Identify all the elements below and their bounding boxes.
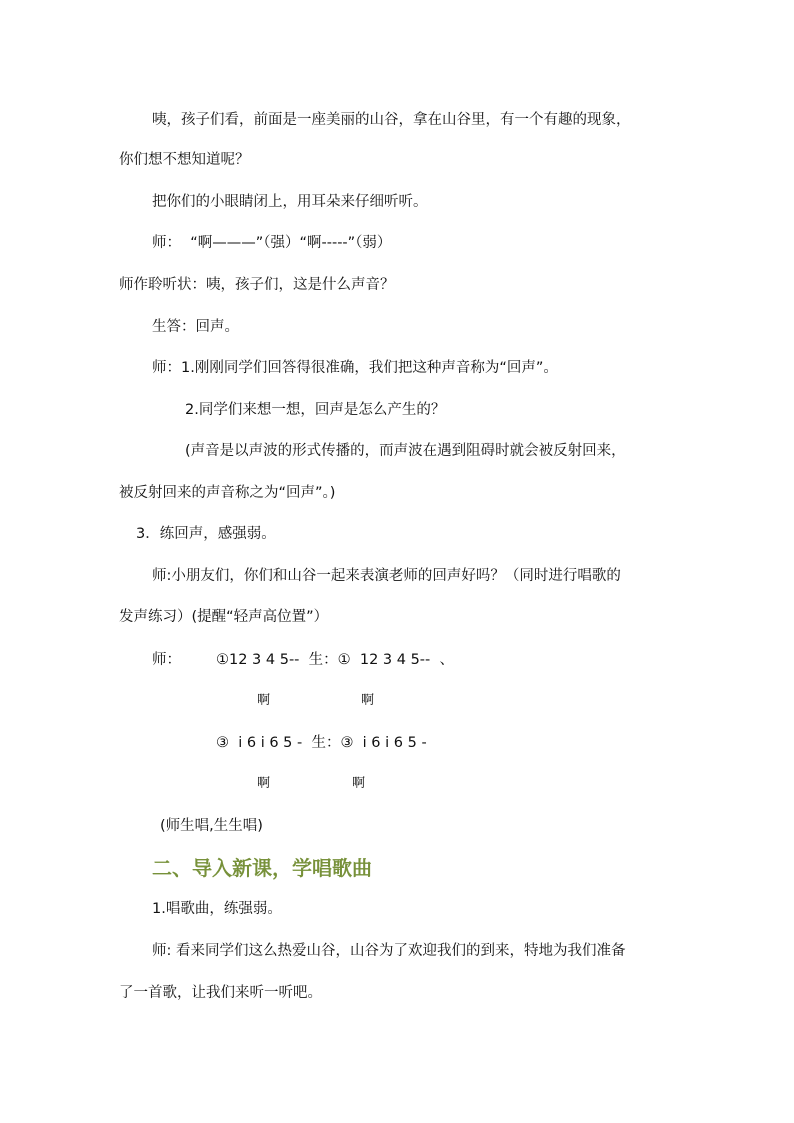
lyric-line-1-b: 啊 (361, 693, 375, 708)
paragraph-close-eyes: 把你们的小眼睛闭上，用耳朵来仔细听听。 (152, 194, 428, 210)
paragraph-echo-term: 师：1.刚刚同学们回答得很准确，我们把这种声音称为“回声”。 (152, 360, 558, 376)
paragraph-valley-intro: 咦，孩子们看，前面是一座美丽的山谷，拿在山谷里，有一个有趣的现象， (152, 112, 631, 128)
paragraph-listen-song-cont: 了一首歌，让我们来听一听吧。 (119, 985, 322, 1001)
paragraph-student-answer: 生答：回声。 (152, 319, 239, 335)
paragraph-echo-explanation: (声音是以声波的形式传播的，而声波在遇到阻碍时就会被反射回来， (185, 443, 626, 459)
paragraph-perform-echo-cont: 发声练习）(提醒“轻声高位置”） (119, 609, 329, 625)
lyric-line-2-b: 啊 (352, 776, 366, 791)
paragraph-echo-explanation-cont: 被反射回来的声音称之为“回声”。) (119, 485, 336, 501)
score-teacher-label: 师： (152, 652, 181, 668)
paragraph-sing-modes: (师生唱,生生唱) (160, 818, 263, 834)
paragraph-teacher-call: 师： “啊———”（强）“啊-----”（弱） (152, 235, 392, 251)
lyric-line-1-a: 啊 (257, 693, 271, 708)
section-heading: 二、导入新课，学唱歌曲 (152, 856, 372, 880)
paragraph-sing-song: 1.唱歌曲，练强弱。 (152, 901, 282, 917)
paragraph-practice-echo: 3．练回声，感强弱。 (136, 526, 276, 542)
score-line-2: ③ i 6 i 6 5 - 生：③ i 6 i 6 5 - (216, 735, 427, 751)
paragraph-valley-intro-cont: 你们想不想知道呢？ (119, 152, 250, 168)
paragraph-perform-echo: 师:小朋友们，你们和山谷一起来表演老师的回声好吗？（同时进行唱歌的 (152, 568, 621, 584)
lyric-line-2-a: 啊 (257, 776, 271, 791)
paragraph-echo-question: 2.同学们来想一想，回声是怎么产生的？ (185, 402, 446, 418)
paragraph-listen-song: 师: 看来同学们这么热爱山谷，山谷为了欢迎我们的到来，特地为我们准备 (152, 943, 626, 959)
score-line-1: ①12 3 4 5-- 生：① 12 3 4 5-- 、 (216, 652, 454, 668)
paragraph-teacher-listen: 师作聆听状：咦，孩子们，这是什么声音？ (119, 277, 395, 293)
